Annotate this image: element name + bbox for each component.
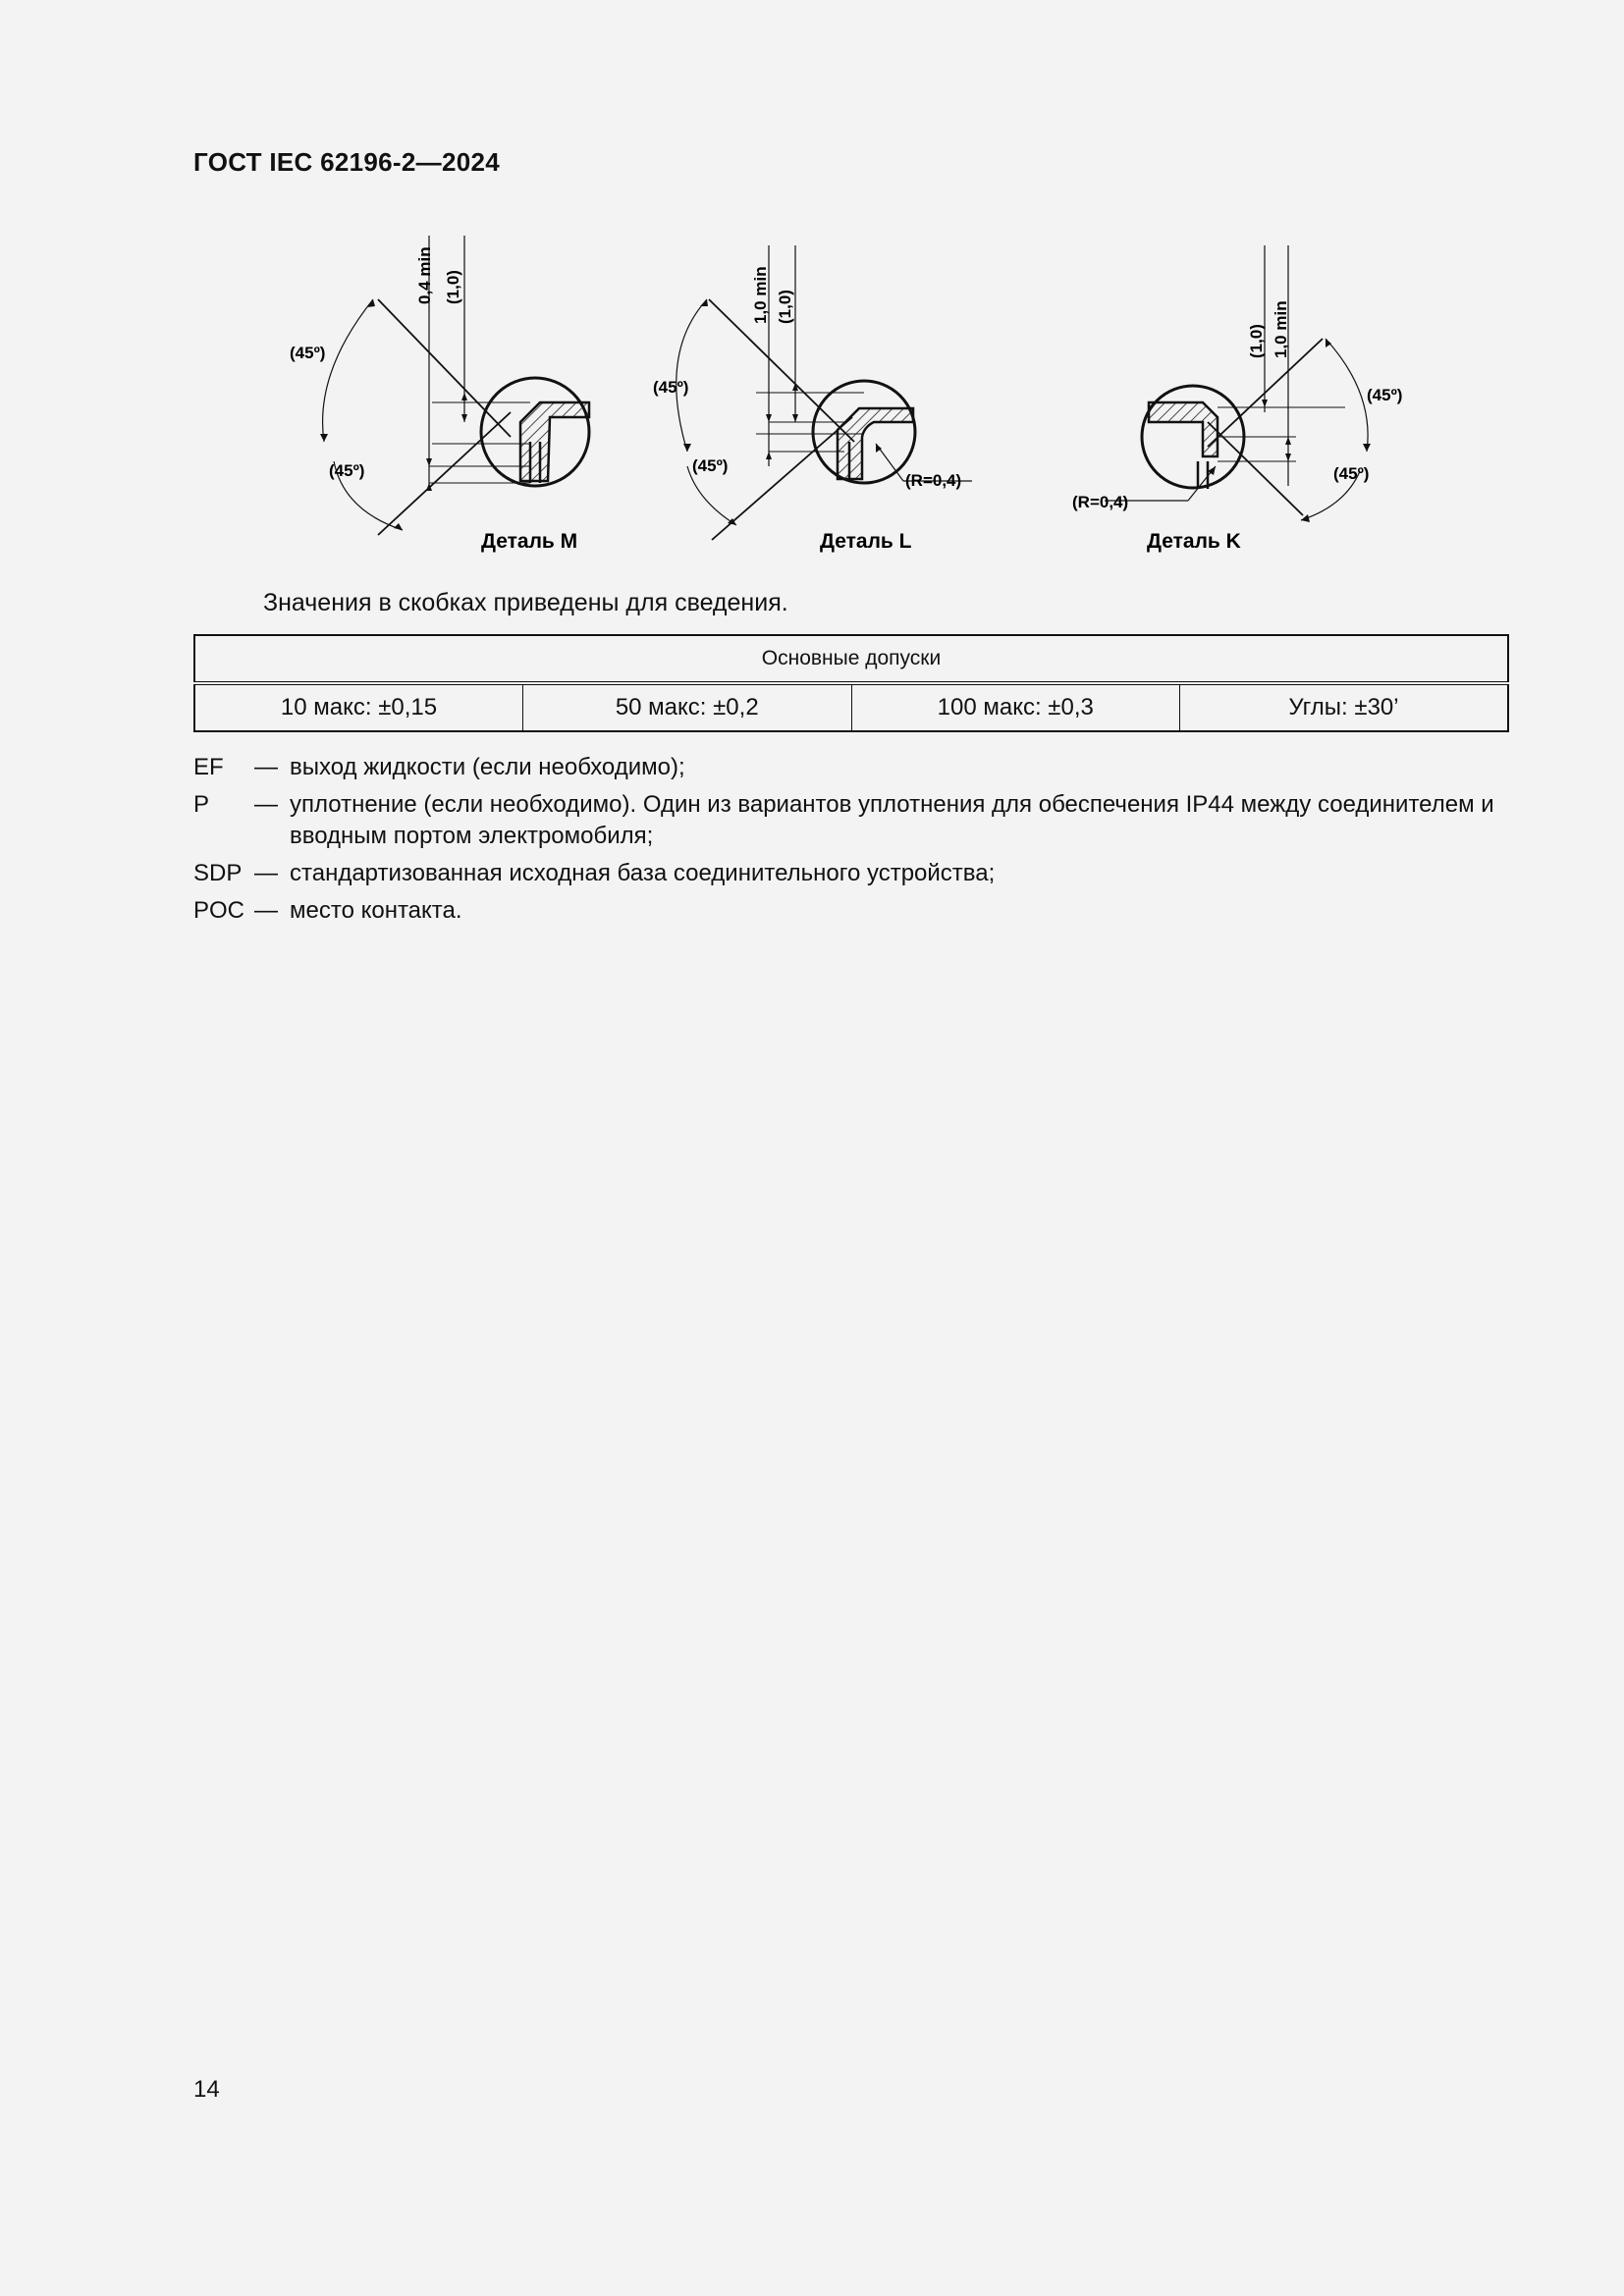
legend-text: выход жидкости (если необходимо); [290,754,685,780]
legend-abbr: EF [193,754,224,780]
legend-text: место контакта. [290,897,462,924]
legend-dash: — [254,754,278,780]
legend-item [193,858,1509,889]
tolerance-cell: 50 макс: ±0,2 [523,683,852,731]
legend-text: уплотнение (если необходимо). Один из вариантов уплотнения для обеспечения IP44 между соединителем и вводным портом электромобиля; [290,791,1494,849]
detail-l-dim-ref: (1,0) [776,290,794,324]
detail-m-dim-min: 0,4 min [415,246,434,304]
tolerance-cell: Углы: ±30’ [1180,683,1509,731]
tolerance-cell: 100 макс: ±0,3 [851,683,1180,731]
detail-m-angle-top: (45º) [290,344,326,362]
legend-dash: — [254,860,278,886]
document-header: ГОСТ IEC 62196-2—2024 [193,147,500,177]
legend-item [193,895,1509,927]
detail-m-caption: Деталь M [481,530,578,553]
detail-l-angle-bottom: (45º) [692,456,729,475]
detail-l-drawing [677,245,972,540]
legend-dash: — [254,897,278,924]
detail-m-dim-ref: (1,0) [444,270,462,304]
tolerances-title: Основные допуски [194,635,1508,683]
legend-abbr: P [193,791,210,818]
detail-l-caption: Деталь L [820,530,912,553]
legend-item [193,789,1509,852]
figure-note: Значения в скобках приведены для сведения. [263,589,788,616]
detail-k-dim-ref: (1,0) [1247,324,1266,358]
detail-k-drawing [1105,245,1371,522]
detail-k-radius: (R=0,4) [1072,493,1129,511]
abbreviation-legend [193,752,1509,933]
detail-k-dim-min: 1,0 min [1272,300,1290,358]
detail-l-angle-top: (45º) [653,378,689,397]
tolerances-table [193,634,1509,732]
page-number: 14 [193,2076,220,2103]
detail-l-dim-min: 1,0 min [751,266,770,324]
legend-text: стандартизованная исходная база соединительного устройства; [290,860,996,886]
technical-drawing [275,226,1453,560]
detail-k-angle-top: (45º) [1367,386,1403,404]
legend-dash: — [254,791,278,818]
tolerance-cell: 10 макс: ±0,15 [194,683,523,731]
legend-abbr: SDP [193,860,243,886]
legend-abbr: POC [193,897,245,924]
detail-k-angle-bottom: (45º) [1333,464,1370,483]
detail-l-radius: (R=0,4) [905,471,962,490]
detail-k-caption: Деталь K [1147,530,1241,553]
detail-m-angle-bottom: (45º) [329,461,365,480]
legend-item [193,752,1509,783]
